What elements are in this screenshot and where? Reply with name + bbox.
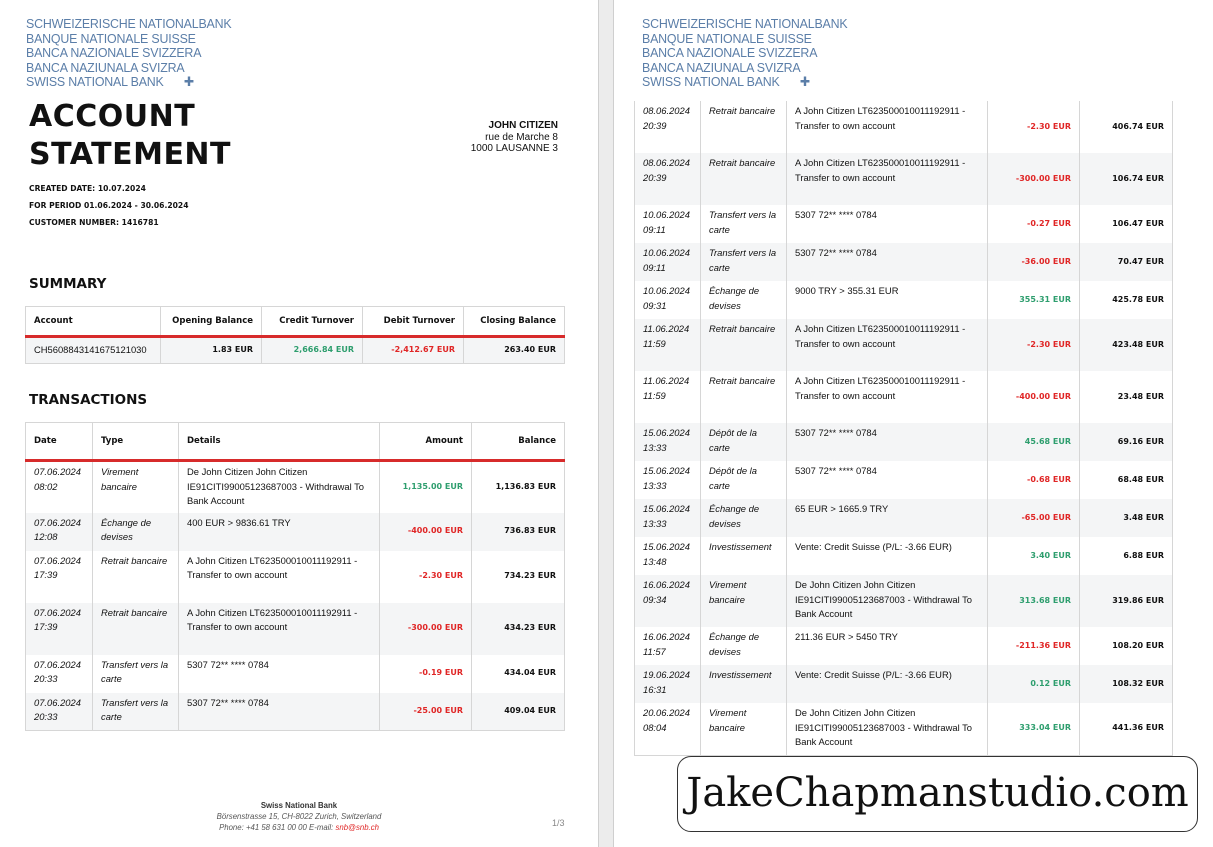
tx-amount: -25.00 EUR xyxy=(380,693,472,731)
tx-date: 15.06.2024 xyxy=(643,503,690,514)
transaction-row xyxy=(635,153,1173,205)
tx-details: Vente: Credit Suisse (P/L: -3.66 EUR) xyxy=(787,665,988,703)
tx-balance: 319.86 EUR xyxy=(1080,575,1173,627)
created-date: CREATED DATE: 10.07.2024 xyxy=(29,184,146,193)
column-header: Details xyxy=(179,423,380,461)
logo-line: SCHWEIZERISCHE NATIONALBANK xyxy=(26,16,232,31)
tx-datetime xyxy=(635,101,701,153)
transaction-row xyxy=(635,499,1173,537)
tx-balance: 736.83 EUR xyxy=(472,513,565,551)
tx-date: 08.06.2024 xyxy=(643,157,690,168)
logo-line: BANQUE NATIONALE SUISSE xyxy=(642,30,812,46)
summary-table xyxy=(25,306,565,364)
tx-balance: 68.48 EUR xyxy=(1117,474,1164,484)
debit-turnover: -2,412.67 EUR xyxy=(363,337,464,364)
tx-details: A John Citizen LT623500010011192911 - Transfer to own account xyxy=(787,101,988,153)
tx-balance: 1,136.83 EUR xyxy=(495,481,556,491)
tx-details: A John Citizen LT623500010011192911 - Transfer to own account xyxy=(787,153,988,205)
tx-balance: 406.74 EUR xyxy=(1112,121,1164,131)
column-header: Debit Turnover xyxy=(363,307,464,337)
tx-type: Transfert vers la carte xyxy=(701,243,787,281)
tx-details: 5307 72** **** 0784 xyxy=(787,461,988,499)
logo-line: SWISS NATIONAL BANK xyxy=(26,74,164,90)
tx-amount: -65.00 EUR xyxy=(988,499,1080,537)
tx-date: 15.06.2024 xyxy=(643,427,690,438)
column-header: Closing Balance xyxy=(480,316,556,326)
snb-logo xyxy=(642,17,847,90)
transaction-row xyxy=(635,281,1173,319)
tx-type: Échange de devises xyxy=(701,627,787,665)
tx-datetime xyxy=(635,281,701,319)
transaction-row xyxy=(635,461,1173,499)
transactions-table-continued xyxy=(634,101,1173,756)
title-line: STATEMENT xyxy=(29,137,232,172)
transaction-row xyxy=(635,627,1173,665)
account-number: CH5608843141675121030 xyxy=(26,337,161,364)
tx-datetime xyxy=(26,603,93,655)
tx-details: 400 EUR > 9836.61 TRY xyxy=(179,513,380,551)
tx-datetime xyxy=(26,693,93,731)
page-divider xyxy=(598,0,614,847)
tx-details: A John Citizen LT623500010011192911 - Transfer to own account xyxy=(179,603,380,655)
tx-amount: 0.12 EUR xyxy=(988,665,1080,703)
tx-time: 11:59 xyxy=(643,389,666,401)
tx-datetime xyxy=(635,703,701,755)
tx-type: Dépôt de la carte xyxy=(701,423,787,461)
transaction-row xyxy=(26,513,565,551)
footer-phone: Phone: +41 58 631 00 00 E-mail: xyxy=(219,823,334,832)
tx-type: Retrait bancaire xyxy=(93,603,179,655)
tx-amount: 313.68 EUR xyxy=(988,575,1080,627)
tx-type: Transfert vers la carte xyxy=(93,693,179,731)
tx-balance: 23.48 EUR xyxy=(1117,391,1164,401)
tx-details: 65 EUR > 1665.9 TRY xyxy=(787,499,988,537)
tx-time: 09:11 xyxy=(643,223,666,235)
tx-datetime xyxy=(635,371,701,423)
transaction-row xyxy=(26,655,565,693)
tx-type: Investissement xyxy=(701,665,787,703)
page-title xyxy=(29,98,231,174)
tx-type: Retrait bancaire xyxy=(701,319,787,371)
transaction-row xyxy=(635,665,1173,703)
tx-datetime xyxy=(635,627,701,665)
tx-datetime xyxy=(635,499,701,537)
tx-time: 20:39 xyxy=(643,171,667,183)
tx-amount: 333.04 EUR xyxy=(988,703,1080,755)
transaction-row xyxy=(635,243,1173,281)
transactions-heading: TRANSACTIONS xyxy=(29,392,148,408)
tx-details: 9000 TRY > 355.31 EUR xyxy=(787,281,988,319)
column-header: Amount xyxy=(380,423,472,461)
credit-turnover: 2,666.84 EUR xyxy=(262,337,363,364)
footer-bank-name: Swiss National Bank xyxy=(260,801,338,810)
tx-time: 08:04 xyxy=(643,721,667,733)
tx-time: 13:33 xyxy=(643,517,667,529)
tx-balance: 6.88 EUR xyxy=(1123,550,1164,560)
tx-time: 17:39 xyxy=(34,569,58,581)
tx-details: A John Citizen LT623500010011192911 - Transfer to own account xyxy=(787,319,988,371)
tx-balance: 69.16 EUR xyxy=(1080,423,1173,461)
tx-time: 20:39 xyxy=(643,119,667,131)
tx-datetime xyxy=(635,243,701,281)
tx-datetime xyxy=(635,665,701,703)
page-footer xyxy=(0,800,598,833)
transactions-body xyxy=(635,101,1173,755)
transaction-row xyxy=(26,551,565,603)
tx-amount: 1,135.00 EUR xyxy=(380,461,472,513)
logo-line: BANCA NAZIONALE SVIZZERA xyxy=(26,45,202,61)
watermark-banner: JakeChapmanstudio.com xyxy=(677,756,1198,832)
footer-address: Börsenstrasse 15, CH-8022 Zurich, Switzerland xyxy=(216,812,382,821)
tx-type: Virement bancaire xyxy=(701,703,787,755)
logo-line: BANCA NAZIUNALA SVIZRA xyxy=(642,59,801,75)
tx-details: 5307 72** **** 0784 xyxy=(179,693,380,731)
summary-row xyxy=(26,337,565,364)
tx-date: 16.06.2024 xyxy=(643,579,690,590)
tx-details: 5307 72** **** 0784 xyxy=(787,243,988,281)
tx-amount: -0.19 EUR xyxy=(380,655,472,693)
transaction-row xyxy=(635,703,1173,755)
tx-balance: 106.47 EUR xyxy=(1112,218,1164,228)
transaction-row xyxy=(26,603,565,655)
transactions-table xyxy=(25,422,565,731)
column-header: Credit Turnover xyxy=(262,307,363,337)
tx-date: 11.06.2024 xyxy=(643,375,690,386)
tx-date: 20.06.2024 xyxy=(643,707,690,718)
tx-amount: 45.68 EUR xyxy=(988,423,1080,461)
tx-datetime xyxy=(635,461,701,499)
tx-time: 13:33 xyxy=(643,479,667,491)
statement-meta xyxy=(29,180,188,231)
tx-time: 13:48 xyxy=(643,555,667,567)
page-number: 1/3 xyxy=(552,818,565,828)
tx-balance: 423.48 EUR xyxy=(1080,319,1173,371)
tx-type: Retrait bancaire xyxy=(701,153,787,205)
tx-type: Échange de devises xyxy=(701,499,787,537)
tx-details: 5307 72** **** 0784 xyxy=(787,423,988,461)
tx-details: De John Citizen John Citizen IE91CITI99005123687003 - Withdrawal To Bank Account xyxy=(787,703,988,755)
summary-heading: SUMMARY xyxy=(29,276,107,292)
opening-balance: 1.83 EUR xyxy=(161,337,262,364)
tx-type: Investissement xyxy=(701,537,787,575)
recipient-city: 1000 LAUSANNE 3 xyxy=(470,143,558,154)
tx-details: A John Citizen LT623500010011192911 - Transfer to own account xyxy=(787,371,988,423)
tx-balance: 441.36 EUR xyxy=(1112,723,1164,733)
tx-date: 11.06.2024 xyxy=(643,323,690,334)
logo-line: BANCA NAZIONALE SVIZZERA xyxy=(642,45,818,61)
tx-datetime xyxy=(635,423,701,461)
transaction-row xyxy=(635,205,1173,243)
tx-date: 10.06.2024 xyxy=(643,247,690,258)
tx-datetime xyxy=(26,513,93,551)
tx-balance: 734.23 EUR xyxy=(504,571,556,581)
tx-date: 16.06.2024 xyxy=(643,631,690,642)
tx-amount: -400.00 EUR xyxy=(988,371,1080,423)
tx-type: Transfert vers la carte xyxy=(93,655,179,693)
tx-datetime xyxy=(26,655,93,693)
tx-amount: -2.30 EUR xyxy=(988,319,1080,371)
tx-date: 10.06.2024 xyxy=(643,285,690,296)
tx-amount: -2.30 EUR xyxy=(988,101,1080,153)
tx-datetime xyxy=(635,537,701,575)
tx-date: 15.06.2024 xyxy=(643,541,690,552)
tx-details: De John Citizen John Citizen IE91CITI99005123687003 - Withdrawal To Bank Account xyxy=(787,575,988,627)
column-header: Balance xyxy=(518,436,556,446)
statement-page-2 xyxy=(614,0,1213,847)
swiss-cross-icon: ✚ xyxy=(183,74,194,89)
snb-logo xyxy=(26,17,231,90)
tx-date: 19.06.2024 xyxy=(643,669,690,680)
tx-datetime xyxy=(635,205,701,243)
tx-type: Virement bancaire xyxy=(93,461,179,513)
logo-line: BANQUE NATIONALE SUISSE xyxy=(26,30,196,46)
title-line: ACCOUNT xyxy=(29,99,196,134)
tx-balance: 106.74 EUR xyxy=(1080,153,1173,205)
recipient-street: rue de Marche 8 xyxy=(485,131,558,143)
tx-balance: 434.23 EUR xyxy=(472,603,565,655)
transactions-body xyxy=(26,461,565,731)
transaction-row xyxy=(26,693,565,731)
statement-page-1 xyxy=(0,0,598,847)
transaction-row xyxy=(635,423,1173,461)
tx-balance: 425.78 EUR xyxy=(1112,294,1164,304)
tx-date: 07.06.2024 xyxy=(34,606,81,618)
tx-amount: -300.00 EUR xyxy=(380,603,472,655)
tx-details: A John Citizen LT623500010011192911 - Transfer to own account xyxy=(179,551,380,603)
transactions-header-row xyxy=(26,423,565,461)
tx-amount: 3.40 EUR xyxy=(988,537,1080,575)
tx-date: 15.06.2024 xyxy=(643,465,690,476)
tx-date: 08.06.2024 xyxy=(643,105,690,116)
column-header: Date xyxy=(26,423,93,461)
tx-date: 07.06.2024 xyxy=(34,466,81,477)
tx-amount: -300.00 EUR xyxy=(988,153,1080,205)
tx-details: 5307 72** **** 0784 xyxy=(787,205,988,243)
tx-type: Transfert vers la carte xyxy=(701,205,787,243)
tx-balance: 434.04 EUR xyxy=(504,668,556,678)
tx-balance: 3.48 EUR xyxy=(1080,499,1173,537)
logo-line: SCHWEIZERISCHE NATIONALBANK xyxy=(642,16,848,31)
tx-time: 09:11 xyxy=(643,261,666,273)
tx-amount: -2.30 EUR xyxy=(380,551,472,603)
recipient-name: JOHN CITIZEN xyxy=(488,120,558,131)
transaction-row xyxy=(635,575,1173,627)
column-header: Type xyxy=(93,423,179,461)
tx-date: 10.06.2024 xyxy=(643,209,690,220)
tx-datetime xyxy=(26,461,93,513)
tx-amount: -211.36 EUR xyxy=(988,627,1080,665)
tx-time: 09:31 xyxy=(643,299,667,311)
closing-balance: 263.40 EUR xyxy=(464,337,565,364)
tx-details: 211.36 EUR > 5450 TRY xyxy=(787,627,988,665)
tx-time: 20:33 xyxy=(34,673,58,685)
tx-time: 11:57 xyxy=(643,645,666,657)
column-header: Account xyxy=(26,307,161,337)
tx-time: 17:39 xyxy=(34,621,58,633)
tx-type: Retrait bancaire xyxy=(701,371,787,423)
tx-date: 07.06.2024 xyxy=(34,658,81,670)
tx-time: 11:59 xyxy=(643,337,666,349)
tx-time: 16:31 xyxy=(643,683,667,695)
tx-time: 13:33 xyxy=(643,441,667,453)
tx-details: Vente: Credit Suisse (P/L: -3.66 EUR) xyxy=(787,537,988,575)
tx-type: Retrait bancaire xyxy=(701,101,787,153)
statement-period: FOR PERIOD 01.06.2024 - 30.06.2024 xyxy=(29,201,189,210)
customer-number: CUSTOMER NUMBER: 1416781 xyxy=(29,218,159,227)
tx-date: 07.06.2024 xyxy=(34,696,81,708)
swiss-cross-icon: ✚ xyxy=(799,74,810,89)
tx-type: Échange de devises xyxy=(93,513,179,551)
tx-type: Échange de devises xyxy=(701,281,787,319)
tx-datetime xyxy=(635,319,701,371)
tx-time: 20:33 xyxy=(34,711,58,723)
summary-header-row xyxy=(26,307,565,337)
tx-date: 07.06.2024 xyxy=(34,554,81,566)
transaction-row xyxy=(635,101,1173,153)
tx-amount: -36.00 EUR xyxy=(988,243,1080,281)
tx-type: Dépôt de la carte xyxy=(701,461,787,499)
tx-date: 07.06.2024 xyxy=(34,516,81,528)
transaction-row xyxy=(635,319,1173,371)
transaction-row xyxy=(26,461,565,513)
tx-datetime xyxy=(635,153,701,205)
footer-email: snb@snb.ch xyxy=(335,823,379,832)
transaction-row xyxy=(635,537,1173,575)
tx-time: 12:08 xyxy=(34,531,58,543)
tx-balance: 108.20 EUR xyxy=(1112,640,1164,650)
logo-line: BANCA NAZIUNALA SVIZRA xyxy=(26,59,185,75)
tx-details: De John Citizen John Citizen IE91CITI99005123687003 - Withdrawal To Bank Account xyxy=(179,461,380,513)
tx-amount: -0.27 EUR xyxy=(988,205,1080,243)
tx-balance: 108.32 EUR xyxy=(1080,665,1173,703)
transaction-row xyxy=(635,371,1173,423)
recipient-address xyxy=(471,120,558,155)
tx-amount: -400.00 EUR xyxy=(380,513,472,551)
footer-contact xyxy=(0,822,598,833)
tx-amount: 355.31 EUR xyxy=(988,281,1080,319)
tx-amount: -0.68 EUR xyxy=(988,461,1080,499)
column-header: Opening Balance xyxy=(161,307,262,337)
tx-balance: 70.47 EUR xyxy=(1080,243,1173,281)
tx-type: Retrait bancaire xyxy=(93,551,179,603)
tx-time: 09:34 xyxy=(643,593,667,605)
tx-type: Virement bancaire xyxy=(701,575,787,627)
tx-datetime xyxy=(26,551,93,603)
tx-details: 5307 72** **** 0784 xyxy=(179,655,380,693)
tx-balance: 409.04 EUR xyxy=(472,693,565,731)
tx-datetime xyxy=(635,575,701,627)
logo-line: SWISS NATIONAL BANK xyxy=(642,74,780,90)
tx-time: 08:02 xyxy=(34,480,58,492)
